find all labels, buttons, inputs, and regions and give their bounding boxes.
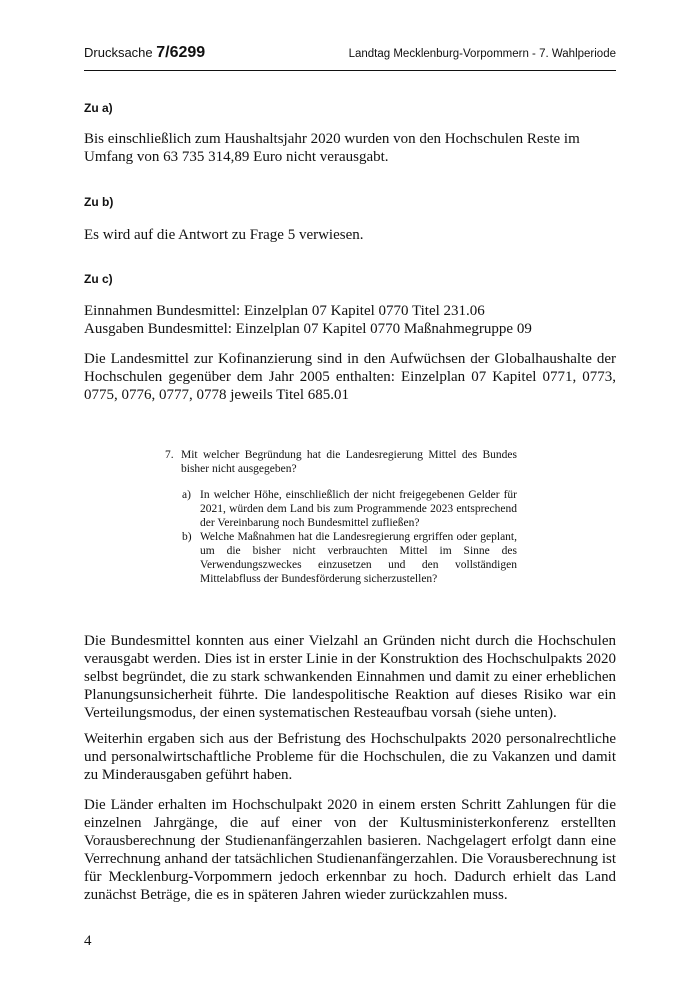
header-divider (84, 70, 616, 71)
page-number: 4 (84, 933, 92, 949)
question-7-main (165, 448, 517, 476)
paragraph-zu-c-landesmittel (84, 350, 616, 404)
heading-zu-b: Zu b) (84, 195, 114, 209)
paragraph-zu-a-text: Bis einschließlich zum Haushaltsjahr 2020 wurden von den Hochschulen Reste im Umfang von 63 735 314,89 Euro nicht verausgabt. (84, 131, 580, 165)
zu-c-line-2: Ausgaben Bundesmittel: Einzelplan 07 Kapitel 0770 Maßnahmegruppe 09 (84, 321, 532, 337)
answer-paragraph-3-text: Die Länder erhalten im Hochschulpakt 2020 in einem ersten Schritt Zahlungen für die einzelnen Jahrgänge, die auf einer von der Kultusministerkonferenz erstellten Vorausberechnung der Studienanfängerzahlen basieren. Nachgelagert erfolgt dann eine Verrechnung anhand der tatsächlichen Studienanfängerzahlen. Die Vorausberechnung ist für Mecklenburg-Vorpommern jedoch erkennbar zu hoch. Dadurch erhielt das Land zunächst Beträge, die es in späteren Jahren wieder zurückzahlen muss. (84, 797, 616, 903)
drucksache-number: 7/6299 (156, 44, 206, 61)
drucksache-prefix: Drucksache (84, 45, 153, 60)
zu-c-paragraph-text: Die Landesmittel zur Kofinanzierung sind in den Aufwüchsen der Globalhaushalte der Hochschulen gegenüber dem Jahr 2005 enthalten: Einzelplan 07 Kapitel 0771, 0773, 0775, 0776, 0777, 0778 jeweils Titel 685.01 (84, 351, 616, 403)
drucksache-label (84, 44, 205, 62)
question-7-item-a (182, 488, 517, 530)
paragraph-zu-b (84, 226, 616, 244)
header-parliament: Landtag Mecklenburg-Vorpommern - 7. Wahlperiode (348, 48, 616, 60)
answer-paragraph-1 (84, 632, 616, 722)
paragraph-zu-b-text: Es wird auf die Antwort zu Frage 5 verwiesen. (84, 227, 364, 243)
answer-paragraph-2-text: Weiterhin ergaben sich aus der Befristung des Hochschulpakts 2020 personalrechtliche und personalwirtschaftliche Probleme für die Hochschulen, die zu Vakanzen und damit zu Minderausgaben geführt haben. (84, 731, 616, 783)
question-7-number: 7. (165, 449, 174, 461)
zu-c-line-1: Einnahmen Bundesmittel: Einzelplan 07 Kapitel 0770 Titel 231.06 (84, 303, 485, 319)
question-7-text: Mit welcher Begründung hat die Landesregierung Mittel des Bundes bisher nicht ausgegeben? (181, 449, 517, 475)
paragraph-zu-a (84, 130, 616, 166)
question-7-item-b-text: Welche Maßnahmen hat die Landesregierung ergriffen oder geplant, um die bisher nicht verbrauchten Mittel im Sinne des Verwendungszweckes einzusetzen und den vollständigen Mittelabfluss der Bundesförderung sicherzustellen? (200, 531, 517, 585)
answer-paragraph-2 (84, 730, 616, 784)
paragraph-zu-c-lines (84, 302, 616, 338)
question-7-item-b-marker: b) (182, 531, 192, 543)
heading-zu-a: Zu a) (84, 101, 113, 115)
question-7-item-a-text: In welcher Höhe, einschließlich der nicht freigegebenen Gelder für 2021, würden dem Land bis zum Programmende 2023 entsprechend der Vereinbarung noch Bundesmittel zufließen? (200, 489, 517, 529)
question-7-item-a-marker: a) (182, 489, 191, 501)
heading-zu-c: Zu c) (84, 272, 113, 286)
question-7 (165, 448, 517, 586)
answer-paragraph-1-text: Die Bundesmittel konnten aus einer Vielzahl an Gründen nicht durch die Hochschulen verausgabt werden. Dies ist in erster Linie in der Konstruktion des Hochschulpakts 2020 selbst begründet, die zu stark schwankenden Einnahmen und damit zu einer erheblichen Planungsunsicherheit führte. Die landespolitische Reaktion auf dieses Risiko war ein Verteilungsmodus, der einen systematischen Resteaufbau vorsah (siehe unten). (84, 633, 616, 721)
answer-paragraph-3 (84, 796, 616, 904)
question-7-item-b (182, 530, 517, 586)
